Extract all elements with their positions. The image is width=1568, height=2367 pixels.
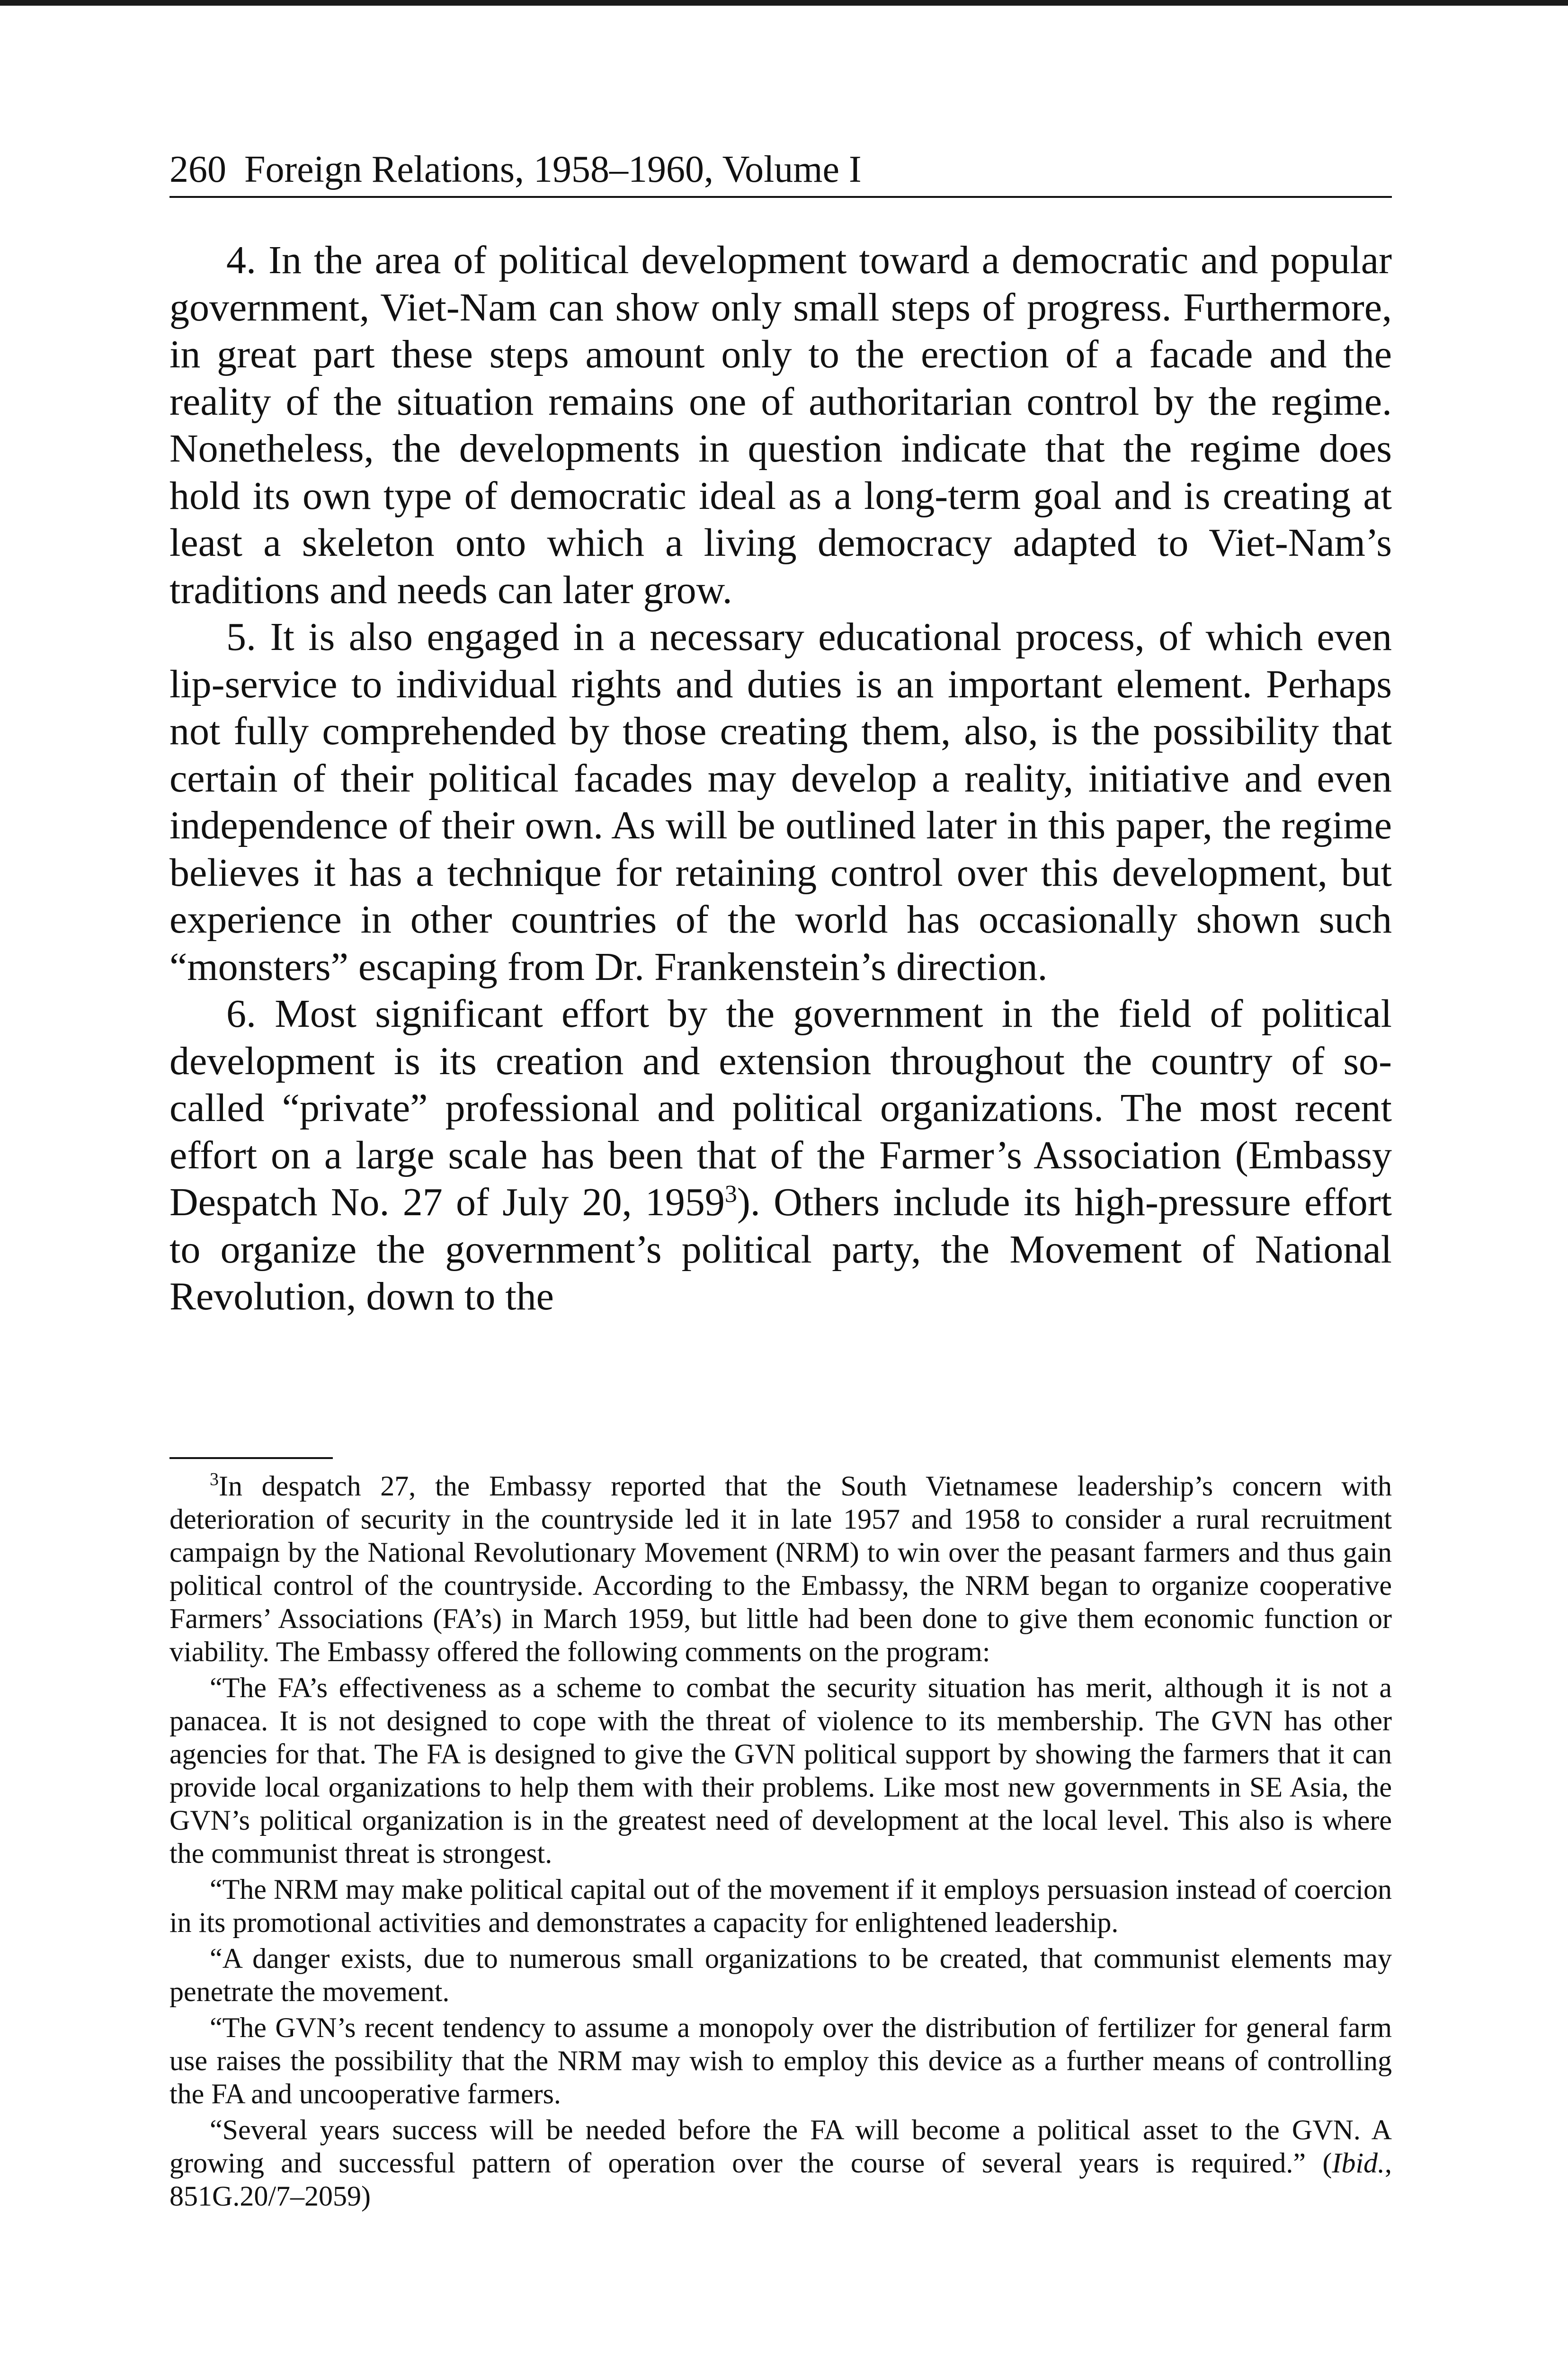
paragraph-6-text-a: 6. Most significant effort by the government in the field of political development is its creation and extension throughout the country of so-called “private” professional and political organizations. The most recent effort on a large scale has been that of the Farmer’s Association (Embassy Despatch No. 27 of July 20, 1959 bbox=[169, 992, 1392, 1224]
footnote-divider bbox=[169, 1457, 333, 1459]
running-title: Foreign Relations, 1958–1960, Volume I bbox=[244, 149, 862, 190]
running-header bbox=[169, 142, 1392, 198]
footnote-final-text: “Several years success will be needed before the FA will become a political asset to the GVN. A growing and successful pattern of operation over the course of several years is required.” ( bbox=[169, 2114, 1392, 2179]
footnote-intro-text: In despatch 27, the Embassy reported that the South Vietnamese leadership’s concern with deterioration of security in the countryside led it in late 1957 and 1958 to consider a rural recruitment campaign by the National Revolutionary Movement (NRM) to win over the peasant farmers and thus gain political control of the countryside. According to the Embassy, the NRM began to organize cooperative Farmers’ Associations (FA’s) in March 1959, but little had been done to give them economic function or viability. The Embassy offered the following comments on the program: bbox=[169, 1470, 1392, 1667]
footnote-quote: “A danger exists, due to numerous small organizations to be created, that communist elements may penetrate the movement. bbox=[169, 1943, 1392, 2007]
footnote-quote-final bbox=[169, 2113, 1392, 2213]
footnote-reference: 3 bbox=[724, 1181, 737, 1208]
footnote-block bbox=[169, 1469, 1392, 2216]
file-citation: , 851G.20/7–2059) bbox=[169, 2147, 1392, 2212]
footnote-quote: “The GVN’s recent tendency to assume a monopoly over the distribution of fertilizer for general farm use raises the possibility that the NRM may wish to employ this device as a further means of controlling the FA and uncooperative farmers. bbox=[169, 2012, 1392, 2109]
paragraph-4: 4. In the area of political development toward a democratic and popular government, Viet-Nam can show only small steps of progress. Furthermore, in great part these steps amount only to the erection of a facade and the reality of the situation remains one of authoritarian control by the regime. Nonetheless, the developments in question indicate that the regime does hold its own type of democratic ideal as a long-term goal and is creating at least a skeleton onto which a living democracy adapted to Viet-Nam’s traditions and needs can later grow. bbox=[169, 238, 1392, 612]
footnote-quote: “The FA’s effectiveness as a scheme to combat the security situation has merit, although it is not a panacea. It is not designed to cope with the threat of violence to its membership. The GVN has other agencies for that. The FA is designed to give the GVN political support by showing the farmers that it can provide local organizations to help them with their problems. Like most new governments in SE Asia, the GVN’s political organization is in the greatest need of development at the local level. This also is where the communist threat is strongest. bbox=[169, 1672, 1392, 1869]
paragraph-6-text-b: ). Others include its high-pressure effort to organize the government’s political party, the Movement of National Revolution, down to the bbox=[169, 1180, 1392, 1318]
paragraph-6 bbox=[169, 990, 1392, 1320]
ibid-citation: Ibid. bbox=[1332, 2147, 1385, 2179]
scan-top-border bbox=[0, 0, 1568, 6]
footnote-quote: “The NRM may make political capital out of the movement if it employs persuasion instead of coercion in its promotional activities and demonstrates a capacity for enlightened leadership. bbox=[169, 1874, 1392, 1938]
paragraph-5: 5. It is also engaged in a necessary educational process, of which even lip-service to individual rights and duties is an important element. Perhaps not fully comprehended by those creating them, also, is the possibility that certain of their political facades may develop a reality, initiative and even independence of their own. As will be outlined later in this paper, the regime believes it has a technique for retaining control over this development, but experience in other countries of the world has occasionally shown such “monsters” escaping from Dr. Frankenstein’s direction. bbox=[169, 615, 1392, 989]
footnote-marker: 3 bbox=[210, 1469, 219, 1489]
footnote-intro bbox=[169, 1469, 1392, 1668]
main-text bbox=[169, 237, 1392, 1320]
page-number: 260 bbox=[169, 149, 226, 190]
